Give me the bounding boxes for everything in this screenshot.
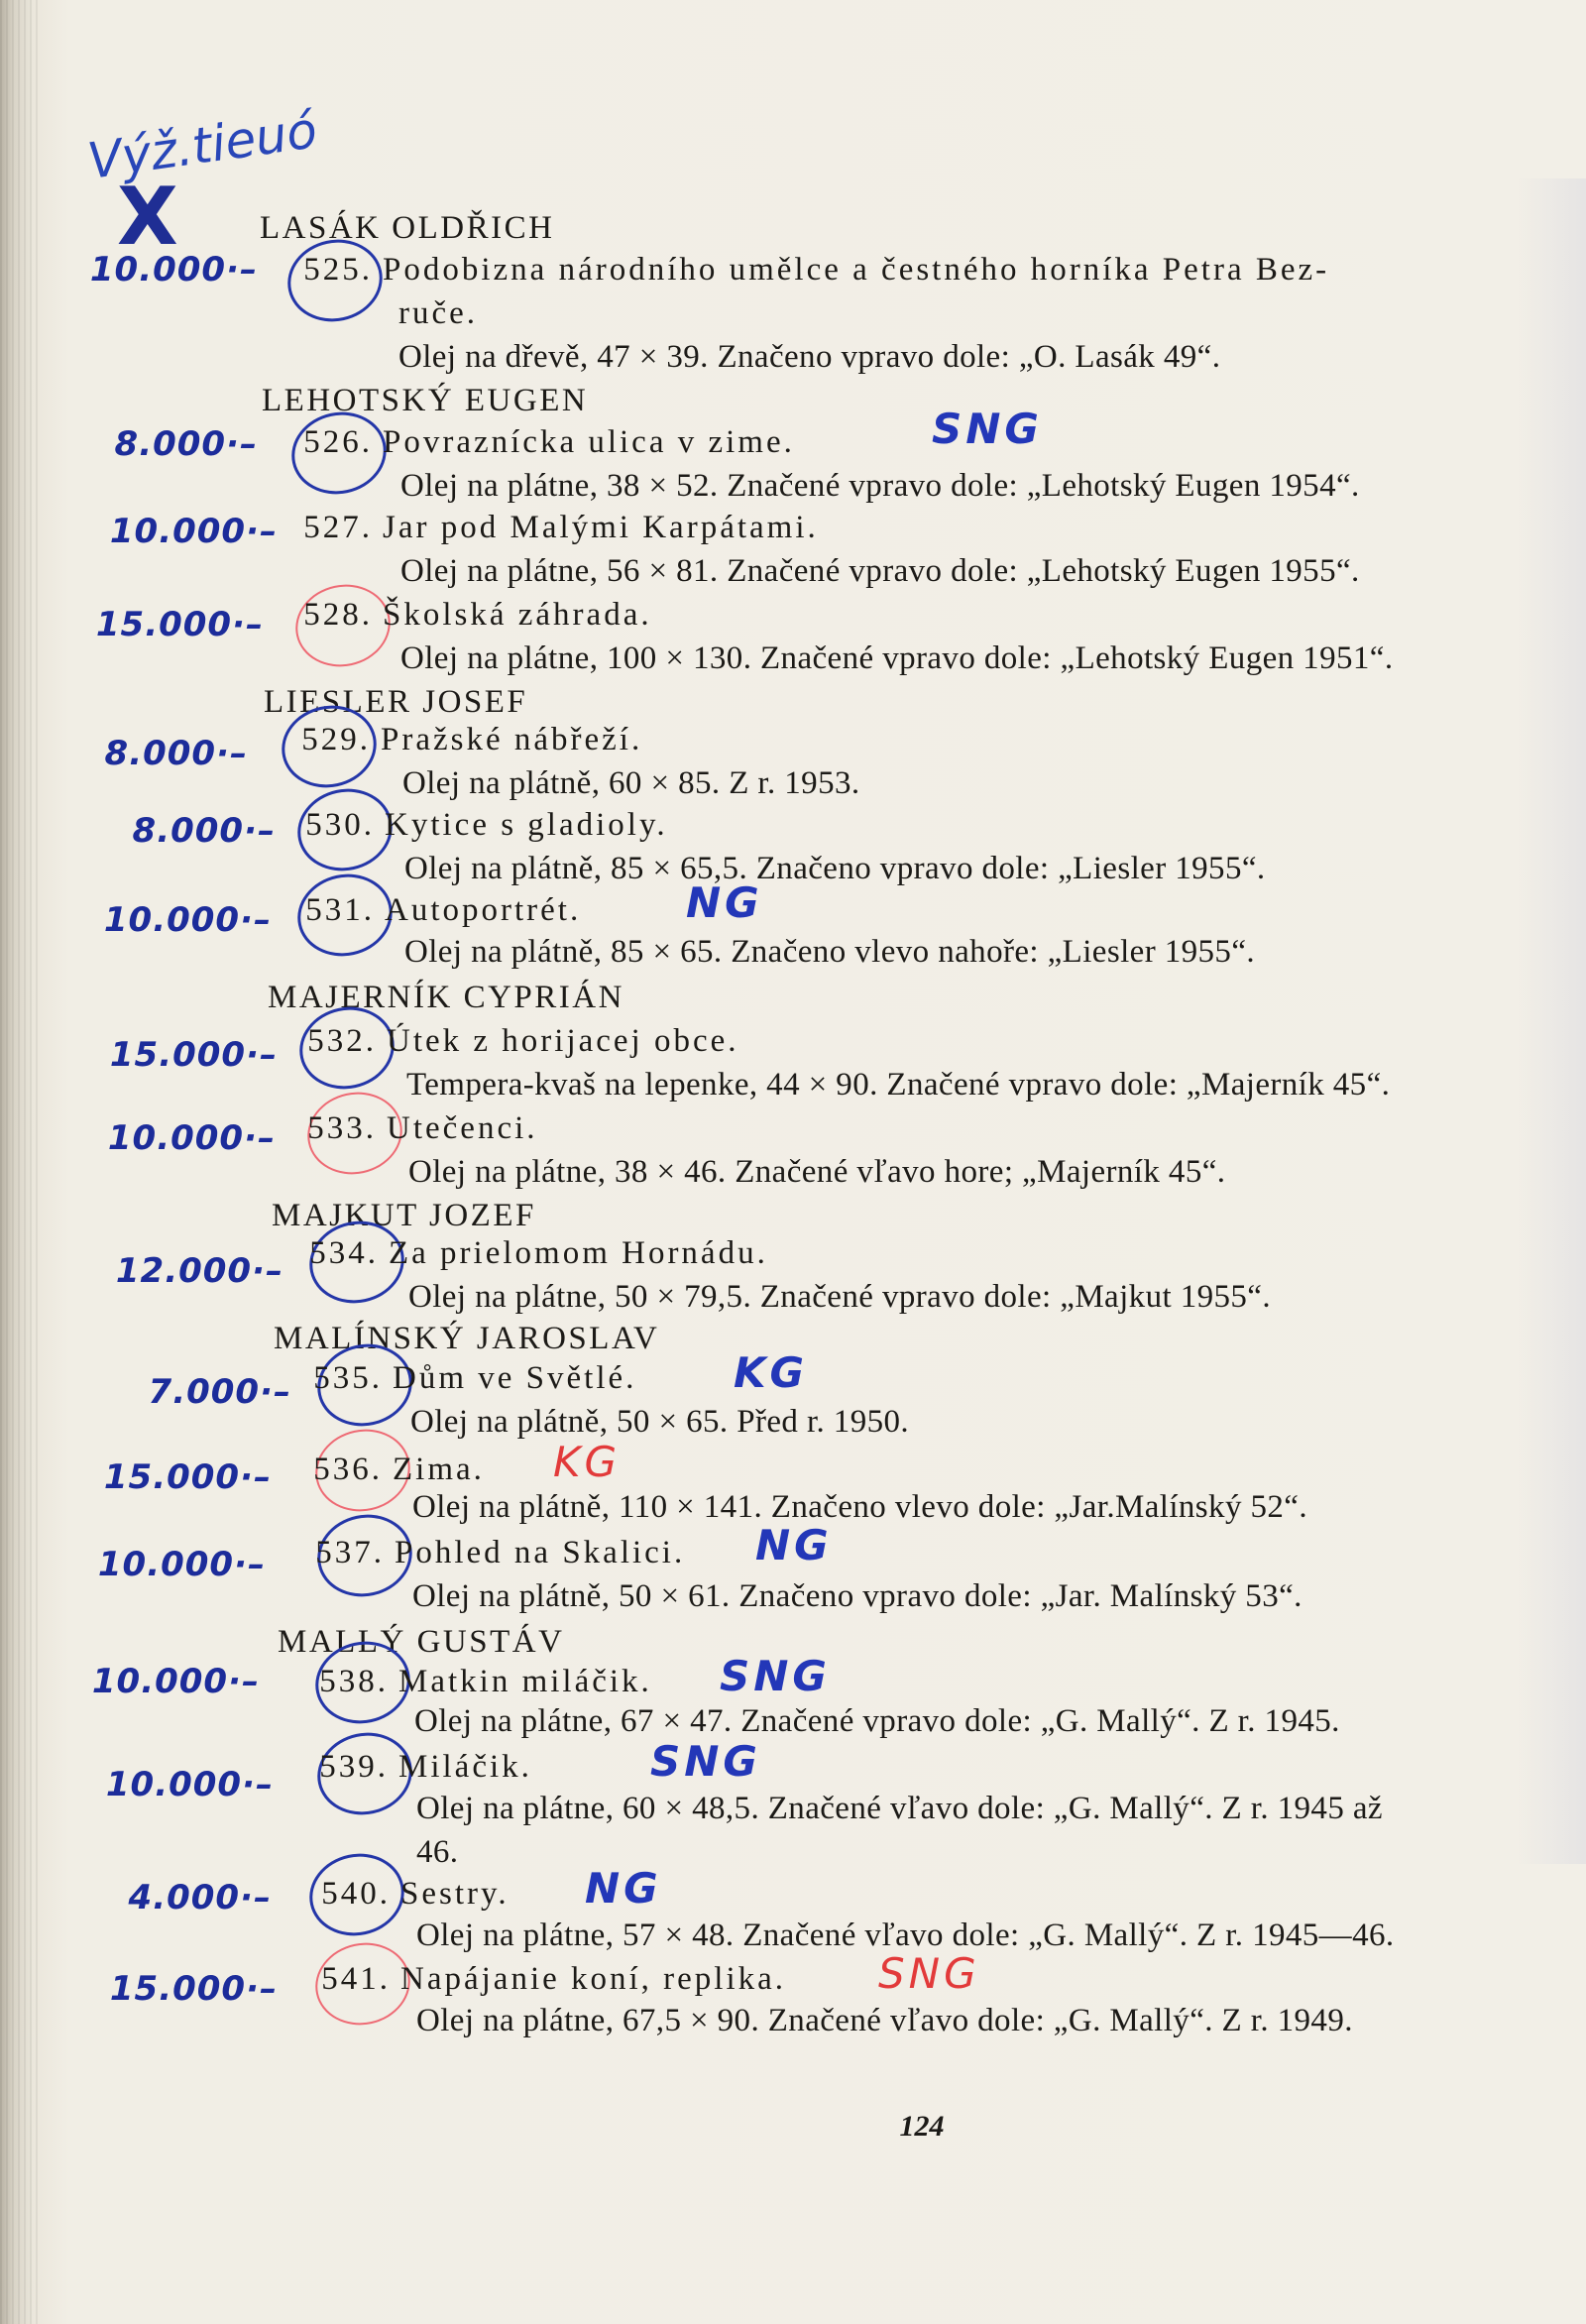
catalog-entry-title-line: [313, 1747, 532, 1787]
entry-number: 525.: [303, 252, 373, 288]
entry-number: 531.: [305, 892, 375, 928]
catalog-entry-title-line: [309, 1533, 685, 1572]
entry-details: Olej na plátne, 67 × 47. Značené vpravo dole: „G. Mallý“. Z r. 1945.: [414, 1703, 1340, 1739]
entry-details: Olej na plátne, 56 × 81. Značené vpravo dole: „Lehotský Eugen 1955“.: [400, 553, 1360, 589]
collection-mark: SNG: [650, 1737, 761, 1786]
price-annotation: 10.000·–: [91, 1662, 260, 1701]
collection-mark: KG: [553, 1438, 622, 1486]
entry-details: Olej na plátne, 60 × 48,5. Značené vľavo dole: „G. Mallý“. Z r. 1945 až: [416, 1791, 1383, 1826]
price-annotation: 10.000·–: [97, 1545, 266, 1584]
price-annotation: 12.000·–: [115, 1251, 283, 1291]
entry-title: Jar pod Malými Karpátami.: [383, 510, 819, 545]
price-annotation: 10.000·–: [89, 250, 258, 290]
catalog-entry-title-line: [315, 1959, 786, 1999]
price-annotation: 10.000·–: [107, 1118, 276, 1158]
entry-number: 534.: [309, 1235, 379, 1271]
catalog-entry-title-line: [313, 1662, 652, 1701]
catalog-entry-title-line: [295, 720, 642, 759]
entry-number: 538.: [319, 1664, 389, 1699]
entry-number: 540.: [321, 1876, 391, 1912]
entry-details: Olej na plátne, 67,5 × 90. Značené vľavo dole: „G. Mallý“. Z r. 1949.: [416, 2003, 1353, 2038]
catalog-entry-title-line: [303, 1233, 768, 1273]
entry-title: Matkin miláčik.: [398, 1664, 652, 1699]
entry-number: 535.: [313, 1360, 383, 1396]
artist-heading: MAJERNÍK CYPRIÁN: [268, 980, 624, 1015]
entry-title: Autoportrét.: [385, 892, 582, 928]
entry-title: Utečenci.: [387, 1110, 538, 1146]
price-annotation: 8.000·–: [114, 424, 258, 464]
page-number: 124: [899, 2110, 945, 2143]
artist-heading: MALLÝ GUSTÁV: [278, 1624, 565, 1660]
artist-heading: LEHOTSKÝ EUGEN: [262, 383, 589, 418]
catalog-entry-title-line: [301, 1108, 538, 1148]
entry-details: Olej na plátně, 110 × 141. Značeno vlevo dole: „Jar.Malínský 52“.: [412, 1489, 1307, 1525]
entry-title: Útek z horijacej obce.: [387, 1023, 739, 1059]
catalog-entry-title-line: [307, 1358, 636, 1398]
entry-title: Za prielomom Hornádu.: [389, 1235, 768, 1271]
price-annotation: 10.000·–: [105, 1765, 274, 1804]
collection-mark: KG: [734, 1348, 809, 1397]
price-annotation: 8.000·–: [132, 811, 276, 851]
entry-details: Olej na plátně, 60 × 85. Z r. 1953.: [402, 765, 860, 801]
entry-number: 529.: [301, 722, 371, 757]
entry-number: 541.: [321, 1961, 391, 1997]
price-annotation: 8.000·–: [104, 734, 248, 773]
catalog-entry-title-line: [307, 1450, 485, 1489]
entry-details: Olej na plátne, 38 × 52. Značené vpravo dole: „Lehotský Eugen 1954“.: [400, 468, 1360, 504]
entry-details: Olej na dřevě, 47 × 39. Značeno vpravo dole: „O. Lasák 49“.: [398, 339, 1221, 375]
entry-details: Olej na plátne, 50 × 79,5. Značené vpravo dole: „Majkut 1955“.: [408, 1279, 1271, 1315]
entry-number: 537.: [315, 1535, 385, 1570]
collection-mark: NG: [585, 1864, 662, 1913]
artist-heading: MAJKUT JOZEF: [272, 1198, 536, 1233]
catalog-entry-title-line: [299, 805, 668, 845]
x-mark: X: [117, 171, 178, 263]
price-annotation: 7.000·–: [148, 1372, 291, 1412]
entry-number: 536.: [313, 1452, 383, 1487]
entry-number: 526.: [303, 424, 373, 460]
catalog-entry-title-line: [315, 1874, 510, 1914]
price-annotation: 15.000·–: [103, 1457, 272, 1497]
entry-details: Olej na plátně, 50 × 61. Značeno vpravo dole: „Jar. Malínský 53“.: [412, 1578, 1303, 1614]
collection-mark: SNG: [720, 1652, 831, 1700]
collection-mark: NG: [755, 1521, 833, 1569]
catalog-entry-title-line: [299, 890, 581, 930]
entry-details: Olej na plátně, 85 × 65,5. Značeno vpravo dole: „Liesler 1955“.: [404, 851, 1266, 886]
catalog-entry-title-line: [297, 508, 819, 547]
artist-heading: LIESLER JOSEF: [264, 684, 528, 720]
catalog-entry-title-line: [301, 1021, 739, 1061]
price-annotation: 15.000·–: [95, 605, 264, 644]
collection-mark: SNG: [878, 1949, 980, 1998]
catalog-entry-title-line: [297, 595, 652, 635]
price-annotation: 15.000·–: [109, 1969, 278, 2009]
price-annotation: 15.000·–: [109, 1035, 278, 1075]
collection-mark: NG: [686, 878, 763, 927]
entry-details: Olej na plátně, 85 × 65. Značeno vlevo nahoře: „Liesler 1955“.: [404, 934, 1256, 970]
entry-title: Pražské nábřeží.: [381, 722, 643, 757]
entry-details: Olej na plátně, 50 × 65. Před r. 1950.: [410, 1404, 910, 1440]
page-binding-shadow: [0, 0, 40, 2324]
entry-number: 532.: [307, 1023, 377, 1059]
entry-title: Sestry.: [400, 1876, 510, 1912]
entry-title: Miláčik.: [398, 1749, 532, 1785]
entry-title: Podobizna národního umělce a čestného horníka Petra Bez-: [383, 252, 1330, 288]
artist-heading: LASÁK OLDŘICH: [260, 210, 555, 246]
catalog-entry-title-line: [297, 422, 795, 462]
entry-title: Pohled na Skalici.: [395, 1535, 686, 1570]
bleed-through-shadow: [1517, 178, 1586, 1864]
entry-number: 527.: [303, 510, 373, 545]
entry-details: Olej na plátne, 57 × 48. Značené vľavo dole: „G. Mallý“. Z r. 1945—46.: [416, 1917, 1395, 1953]
entry-title: Kytice s gladioly.: [385, 807, 668, 843]
top-handwritten-note: Výž.tieuó: [84, 101, 321, 190]
catalog-entry-title-line: [297, 250, 1329, 290]
entry-details: Olej na plátne, 38 × 46. Značené vľavo hore; „Majerník 45“.: [408, 1154, 1226, 1190]
entry-number: 539.: [319, 1749, 389, 1785]
entry-number: 528.: [303, 597, 373, 633]
entry-details-continued: 46.: [416, 1834, 459, 1870]
entry-number: 533.: [307, 1110, 377, 1146]
entry-details: Olej na plátne, 100 × 130. Značené vpravo dole: „Lehotský Eugen 1951“.: [400, 640, 1394, 676]
collection-mark: SNG: [932, 405, 1043, 453]
entry-title: Školská záhrada.: [383, 597, 652, 633]
entry-title: Povraznícka ulica v zime.: [383, 424, 795, 460]
artist-heading: MALÍNSKÝ JAROSLAV: [274, 1321, 660, 1356]
entry-title: Napájanie koní, replika.: [400, 1961, 787, 1997]
entry-details: Tempera-kvaš na lepenke, 44 × 90. Značené vpravo dole: „Majerník 45“.: [406, 1067, 1391, 1103]
entry-title: Zima.: [393, 1452, 485, 1487]
entry-number: 530.: [305, 807, 375, 843]
price-annotation: 10.000·–: [103, 900, 272, 940]
price-annotation: 4.000·–: [128, 1878, 272, 1917]
entry-title: Dům ve Světlé.: [393, 1360, 637, 1396]
price-annotation: 10.000·–: [109, 512, 278, 551]
entry-title-continued: ruče.: [398, 295, 479, 331]
